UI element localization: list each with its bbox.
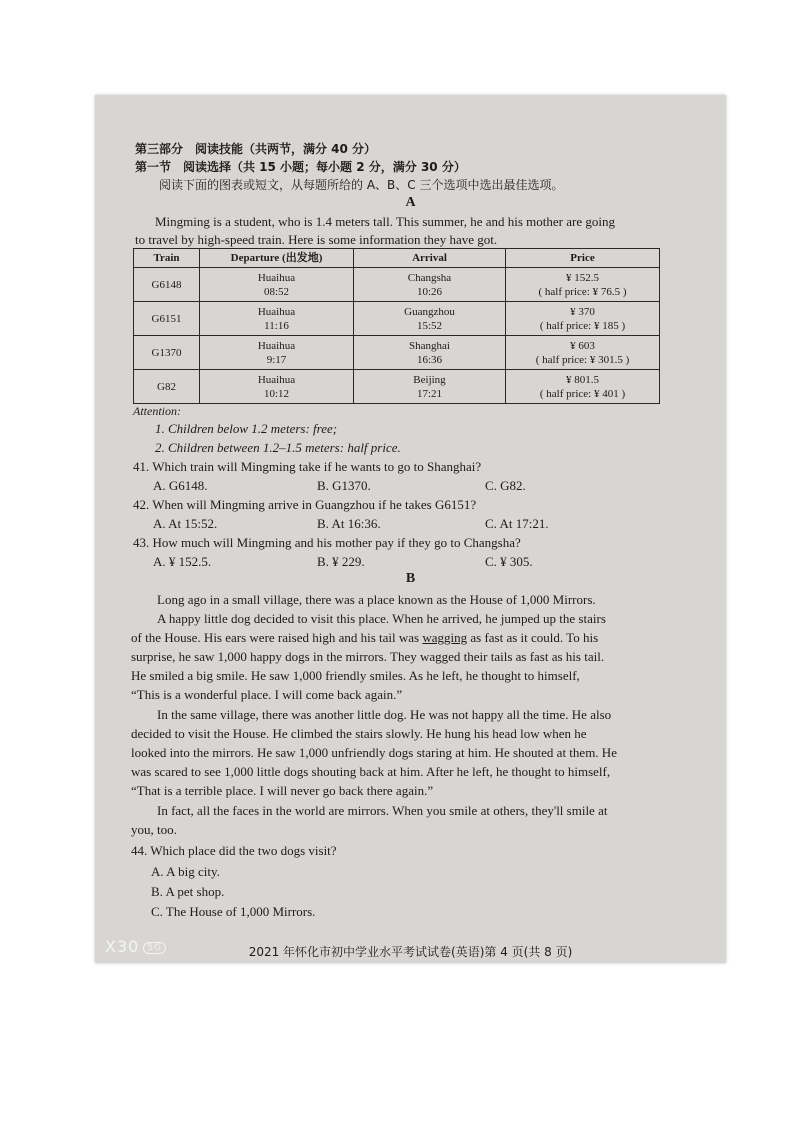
arrival-time: 15:52 [416,319,443,332]
arrival-cell [354,336,506,370]
passage-a-label: A [405,195,416,210]
note-1: 1. Children below 1.2 meters: free; [155,421,338,436]
train-number: G1370 [134,336,200,370]
passage-b-line: was scared to see 1,000 little dogs shouting back at him. After he left, he thought to himself, [131,764,611,779]
passage-b-label: B [405,571,416,586]
question-43-option-c: C. ¥ 305. [485,554,533,569]
half-price: ( half price: ¥ 401 ) [539,387,626,400]
price-cell [506,302,660,336]
passage-b-line: “That is a terrible place. I will never go back there again.” [131,783,434,798]
question-44-option-c: C. The House of 1,000 Mirrors. [151,904,316,919]
departure-time: 08:52 [263,285,290,298]
price-cell [506,370,660,404]
header-arrival: Arrival [354,249,506,268]
arrival-time: 16:36 [416,353,443,366]
question-41-option-c: C. G82. [485,478,526,493]
half-price: ( half price: ¥ 185 ) [539,319,626,332]
passage-b-line: you, too. [131,822,177,837]
full-price: ¥ 370 [570,305,595,318]
arrival-cell [354,268,506,302]
passage-b-line: surprise, he saw 1,000 happy dogs in the mirrors. They wagged their tails as fast as his tail. [131,649,605,664]
question-42-option-b: B. At 16:36. [317,516,381,531]
departure-time: 10:12 [263,387,290,400]
underlined-word-wagging: wagging [422,630,468,645]
question-41-option-a: A. G6148. [153,478,208,493]
departure-city: Huaihua [257,339,296,352]
question-42-option-c: C. At 17:21. [485,516,549,531]
passage-b-line: Long ago in a small village, there was a place known as the House of 1,000 Mirrors. [157,592,596,607]
train-number: G6148 [134,268,200,302]
full-price: ¥ 152.5 [566,271,599,284]
question-41: 41. Which train will Mingming take if he wants to go to Shanghai? [133,459,482,474]
passage-b-text: of the House. His ears were raised high and his tail was [131,630,420,645]
departure-city: Huaihua [257,373,296,386]
departure-cell [200,336,354,370]
table-row [134,268,660,302]
departure-time: 9:17 [266,353,287,366]
question-43-option-a: A. ¥ 152.5. [153,554,212,569]
arrival-city: Shanghai [409,339,450,352]
passage-b-line: In the same village, there was another little dog. He was not happy all the time. He also [157,707,612,722]
price-cell [506,268,660,302]
question-44: 44. Which place did the two dogs visit? [131,843,337,858]
passage-b-line: decided to visit the House. He climbed the stairs slowly. He hung his head low when he [131,726,587,741]
table-header-row [134,249,660,268]
full-price: ¥ 801.5 [566,373,599,386]
half-price: ( half price: ¥ 76.5 ) [538,285,627,298]
departure-city: Huaihua [257,271,296,284]
question-44-option-b: B. A pet shop. [151,884,225,899]
departure-cell [200,370,354,404]
train-timetable [133,248,660,404]
passage-b-line: In fact, all the faces in the world are mirrors. When you smile at others, they'll smile at [157,803,608,818]
departure-city: Huaihua [257,305,296,318]
question-43: 43. How much will Mingming and his mother pay if they go to Changsha? [133,535,521,550]
passage-b-text: as fast as it could. To his [470,630,599,645]
header-price: Price [506,249,660,268]
passage-b-line: A happy little dog decided to visit this place. When he arrived, he jumped up the stairs [157,611,606,626]
passage-b-line: He smiled a big smile. He saw 1,000 friendly smiles. As he left, he thought to himself, [131,668,580,683]
passage-a-intro-line-2: to travel by high-speed train. Here is some information they have got. [135,232,498,247]
arrival-city: Guangzhou [404,305,455,318]
part-heading: 第三部分 阅读技能（共两节，满分 40 分） [135,142,377,156]
section-heading: 第一节 阅读选择（共 15 小题；每小题 2 分，满分 30 分） [135,160,466,174]
arrival-cell [354,302,506,336]
attention-label: Attention: [133,404,181,418]
arrival-time: 10:26 [416,285,443,298]
question-43-option-b: B. ¥ 229. [317,554,365,569]
arrival-city: Changsha [407,271,452,284]
departure-time: 11:16 [264,319,289,332]
train-number: G82 [134,370,200,404]
header-train: Train [134,249,200,268]
table-row [134,370,660,404]
question-44-option-a: A. A big city. [151,864,220,879]
camera-brand: X30 [105,937,140,956]
passage-a-intro-line-1: Mingming is a student, who is 1.4 meters tall. This summer, he and his mother are going [155,214,615,229]
full-price: ¥ 603 [570,339,595,352]
arrival-cell [354,370,506,404]
price-cell [506,336,660,370]
departure-cell [200,268,354,302]
table-row [134,336,660,370]
header-departure: Departure (出发地) [200,249,354,268]
exam-page [95,95,726,963]
note-2: 2. Children between 1.2–1.5 meters: half price. [155,440,401,455]
arrival-time: 17:21 [416,387,443,400]
passage-b-line [131,630,598,646]
passage-b-line: “This is a wonderful place. I will come back again.” [131,687,403,702]
question-42-option-a: A. At 15:52. [153,516,218,531]
instruction-text: 阅读下面的图表或短文，从每题所给的 A、B、C 三个选项中选出最佳选项。 [159,178,564,192]
question-41-option-b: B. G1370. [317,478,371,493]
question-42: 42. When will Mingming arrive in Guangzhou if he takes G6151? [133,497,477,512]
table-row [134,302,660,336]
train-number: G6151 [134,302,200,336]
departure-cell [200,302,354,336]
camera-badge: 5G [143,942,166,954]
passage-b-line: looked into the mirrors. He saw 1,000 unfriendly dogs staring at him. He shouted at them. He [131,745,617,760]
page-footer: 2021 年怀化市初中学业水平考试试卷(英语)第 4 页(共 8 页) [248,945,573,959]
arrival-city: Beijing [413,373,446,386]
half-price: ( half price: ¥ 301.5 ) [535,353,630,366]
